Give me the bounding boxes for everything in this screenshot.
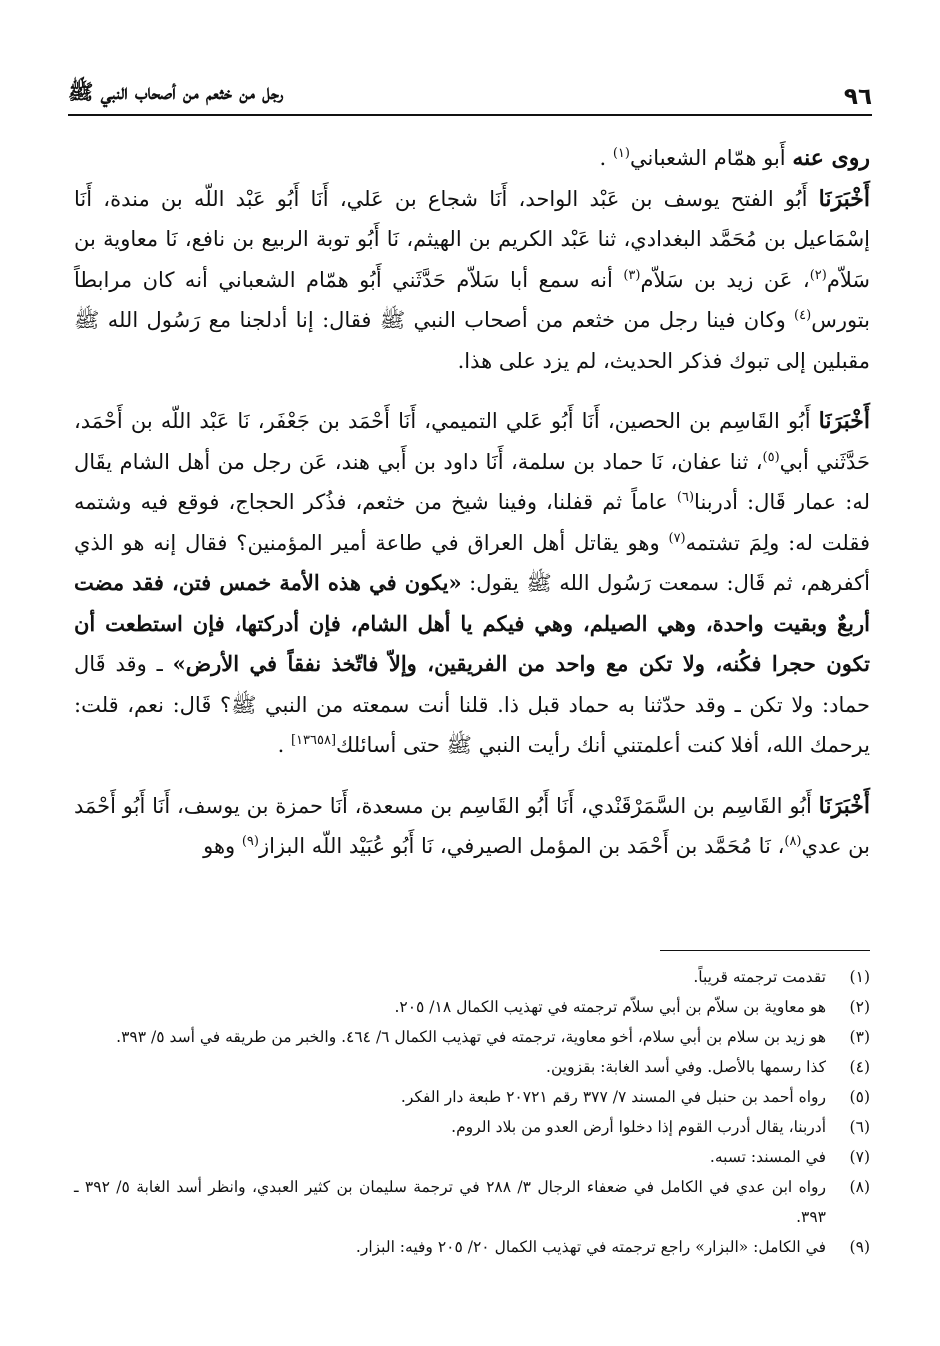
keyword-akhbarana: أَخْبَرَنَا bbox=[818, 792, 870, 819]
footnote-marker: (٦) bbox=[676, 490, 695, 505]
footnote bbox=[74, 1142, 870, 1172]
main-text bbox=[74, 138, 870, 867]
footnote-marker: (٥) bbox=[762, 449, 780, 465]
page-number: ٩٦ bbox=[843, 84, 872, 110]
footnote-text: هو زيد بن سلام بن أبي سلام، أخو معاوية، ترجمته في تهذيب الكمال ٦/ ٤٦٤. والخبر من طريقه في أسد ٥/ ٣٩٣. bbox=[116, 1028, 826, 1046]
footnote bbox=[74, 1232, 870, 1262]
footnote-text: في الكامل: «البزار» راجع ترجمته في تهذيب الكمال ٢٠/ ٢٠٥ وفيه: البزار. bbox=[355, 1238, 826, 1256]
paragraph-text: . bbox=[277, 733, 291, 757]
footnote-marker: (٨) bbox=[784, 834, 802, 849]
footnote bbox=[74, 992, 870, 1022]
footnote bbox=[74, 962, 870, 992]
footnote-text: تقدمت ترجمته قريباً. bbox=[693, 968, 826, 986]
footnote-number: (٧) bbox=[849, 1148, 870, 1166]
paragraph-text: أَبُو الفتح يوسف بن عَبْد الواحد، أَنَا شجاع بن عَلي، أَنَا أَبُو عَبْد اللّه بن مندة، أَنَا إسْمَاعيل بن مُحَمَّد البغدادي، ثنا عَبْد الكريم بن الهيثم، نَا أَبُو توبة الربيع بن نافع، نَا معاوية بن سَلاّم bbox=[74, 186, 870, 292]
keyword-akhbarana: أَخْبَرَنَا bbox=[818, 185, 870, 212]
footnote bbox=[74, 1022, 870, 1052]
paragraph-text: أَبُو القَاسِم بن الحصين، أَنَا أَبُو عَلي التميمي، أَنَا أَحْمَد بن جَعْفَر، نَا عَبْد اللّه بن أَحْمَد، حَدَّثَني أبي bbox=[74, 409, 870, 474]
footnote-number: (٢) bbox=[849, 998, 870, 1016]
keyword-akhbarana: أَخْبَرَنَا bbox=[818, 408, 870, 434]
paragraph-isnad-2 bbox=[74, 401, 870, 766]
reference-number: [١٣٦٥٨] bbox=[290, 733, 337, 748]
paragraph-text: ـ وقد قَال حماد: ولا تكن ـ وقد حدّثنا به حماد قبل ذا. قلنا أنت سمعته من النبي ﷺ؟ قَال: نعم، قلت: يرحمك الله، أفلا كنت أعلمتني أنك رأيت النبي ﷺ حتى أسائلك bbox=[74, 652, 870, 757]
paragraph-text: ، عَن زيد بن سَلاّم bbox=[640, 267, 810, 292]
footnote-marker: (٧) bbox=[668, 530, 686, 546]
paragraph-text: عاماً ثم قفلنا، وفينا شيخ من خثعم، فذُكر الحجاج، فوقع فيه وشتمه فقلت له: ولِمَ تشتمه bbox=[74, 490, 870, 555]
paragraph-isnad-3 bbox=[74, 786, 870, 867]
footnotes bbox=[74, 962, 870, 1262]
footnote bbox=[74, 1112, 870, 1142]
hadith-text: «يكون في هذه الأمة خمس فتن، فقد مضت أربعٌ وبقيت واحدة، وهي الصيلم، وهي فيكم يا أهل الشام، فإن أدركتها، فإن استطعت أن تكون حجرا فكُنه، ولا تكن مع واحد من الفريقين، وإلاّ فاتّخذ نفقاً في الأرض» bbox=[74, 570, 871, 676]
footnote-number: (٤) bbox=[849, 1058, 870, 1076]
paragraph-text: أنه سمع أبا سَلاّم حَدَّثَني أَبُو همّام الشعباني أنه كان مرابطاً بتورس bbox=[74, 267, 870, 332]
footnote-number: (٩) bbox=[849, 1238, 870, 1256]
footnote bbox=[74, 1052, 870, 1082]
footnote-marker: (١) bbox=[612, 146, 630, 161]
footnote-number: (٨) bbox=[849, 1178, 870, 1196]
paragraph-text: وكان فينا رجل من خثعم من أصحاب النبي ﷺ فقال: إنا أدلجنا مع رَسُول الله ﷺ مقبلين إلى تبوك فذكر الحديث، لم يزد على هذا. bbox=[74, 308, 870, 373]
footnote-number: (٣) bbox=[849, 1028, 870, 1046]
footnote-marker: (٩) bbox=[241, 834, 259, 849]
footnote bbox=[74, 1172, 870, 1232]
paragraph-text: ، ثنا عفان، نَا حماد بن سلمة، أَنَا داود بن أَبي هند، عَن رجل من أهل الشام يقَال له: عمار قَال: أدربنا bbox=[74, 449, 870, 514]
footnote bbox=[74, 1082, 870, 1112]
footnote-marker: (٣) bbox=[623, 267, 641, 283]
footnote-text: رواه أحمد بن حنبل في المسند ٧/ ٣٧٧ رقم ٢٠٧٢١ طبعة دار الفكر. bbox=[400, 1088, 826, 1106]
paragraph-text: ، نَا مُحَمَّد بن أَحْمَد بن المؤمل الصيرفي، نَا أَبُو عُبَيْد اللّه البزاز bbox=[258, 834, 785, 858]
footnote-number: (٥) bbox=[849, 1088, 870, 1106]
keyword: روى عنه bbox=[792, 145, 870, 171]
footnote-text: أدربنا، يقال أدرب القوم إذا دخلوا أرض العدو من بلاد الروم. bbox=[451, 1118, 826, 1136]
paragraph-narrator bbox=[74, 138, 870, 179]
page-header bbox=[68, 78, 872, 116]
paragraph-text: وهو bbox=[203, 834, 242, 858]
footnote-number: (١) bbox=[849, 968, 870, 986]
paragraph-text: أَبُو القَاسِم بن السَّمَرْقَنْدي، أَنَا أَبُو القَاسِم بن مسعدة، أَنَا حمزة بن يوسف، أَنَا أَبُو أَحْمَد بن عدي bbox=[74, 793, 870, 858]
footnote-text: رواه ابن عدي في الكامل في ضعفاء الرجال ٣/ ٢٨٨ في ترجمة سليمان بن كثير العبدي، وانظر أسد الغابة ٥/ ٣٩٢ ـ ٣٩٣. bbox=[74, 1178, 826, 1226]
footnote-marker: (٤) bbox=[794, 308, 812, 323]
paragraph-text: وهو يقاتل أهل العراق في طاعة أمير المؤمنين؟ فقال إنه هو الذي أكفرهم، ثم قَال: سمعت رَسُول الله ﷺ يقول: bbox=[74, 530, 870, 595]
running-title: رجل من خثعم من أصحاب النبي ﷺ bbox=[68, 79, 284, 104]
paragraph-text: . bbox=[599, 146, 613, 170]
paragraph-isnad-1 bbox=[74, 179, 870, 382]
footnote-marker: (٢) bbox=[809, 267, 827, 283]
footnote-text: في المسند: تسبه. bbox=[709, 1148, 826, 1166]
footnote-text: هو معاوية بن سلاّم بن أبي سلاّم ترجمته في تهذيب الكمال ١٨/ ٢٠٥. bbox=[394, 998, 826, 1016]
footnote-divider bbox=[660, 950, 870, 951]
footnote-text: كذا رسمها بالأصل. وفي أسد الغابة: بقزوين. bbox=[546, 1058, 826, 1076]
footnote-number: (٦) bbox=[849, 1118, 870, 1136]
paragraph-text: أَبو همّام الشعباني bbox=[629, 146, 793, 170]
